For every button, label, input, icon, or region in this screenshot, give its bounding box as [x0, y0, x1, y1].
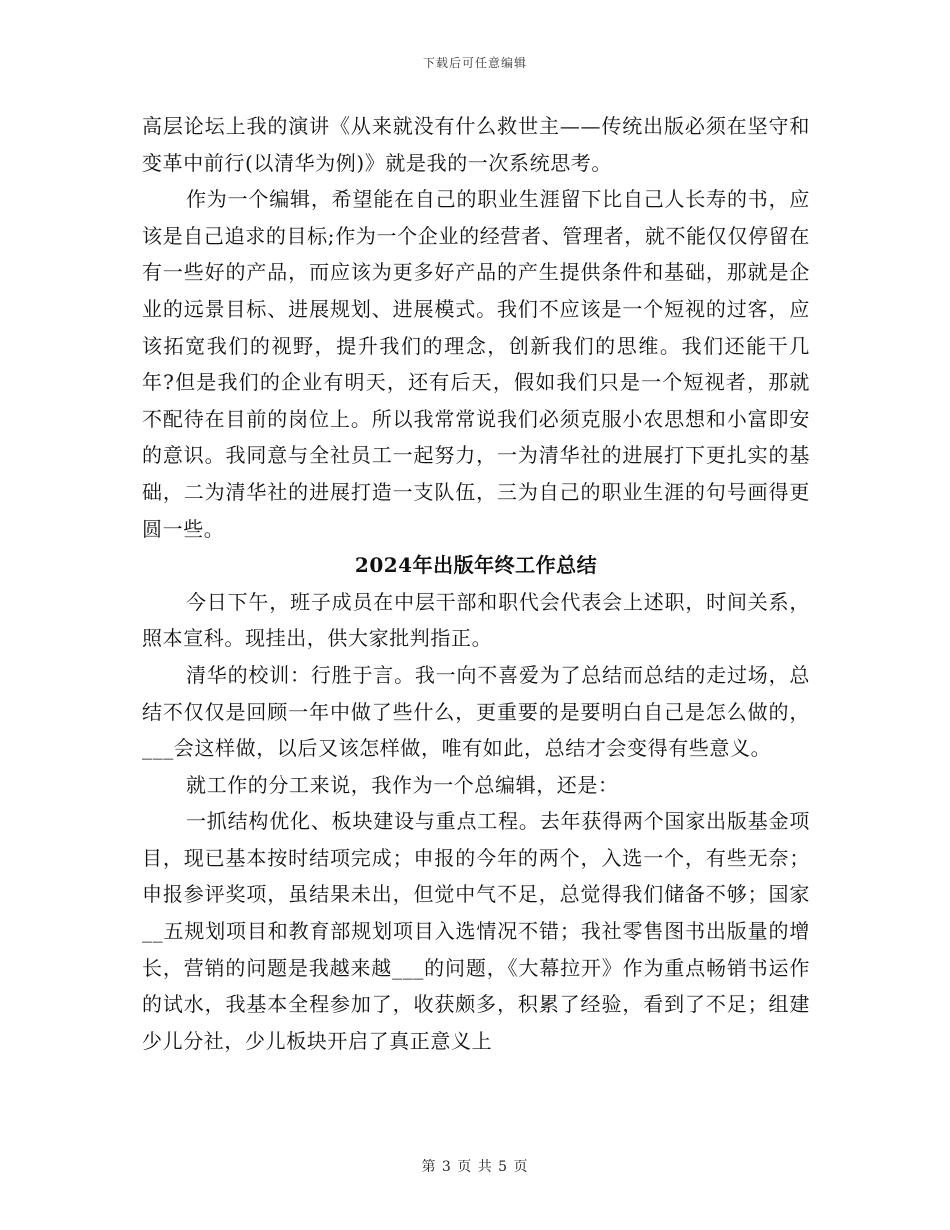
- page-footer: 第 3 页 共 5 页: [421, 1159, 529, 1175]
- paragraph-editor-goals: 作为一个编辑，希望能在自己的职业生涯留下比自己人长寿的书，应该是自己追求的目标;作为一个企业的经营者、管理者，就不能仅仅停留在有一些好的产品，而应该为更多好产品的产生提供条件和基础，那就是企业的远景目标、进展规划、进展模式。我们不应该是一个短视的过客，应该拓宽我们的视野，提升我们的理念，创新我们的思维。我们还能干几年?但是我们的企业有明天，还有后天，假如我们只是一个短视者，那就不配待在目前的岗位上。所以我常常说我们必须克服小农思想和小富即安的意识。我同意与全社员工一起努力，一为清华社的进展打下更扎实的基础，二为清华社的进展打造一支队伍，三为自己的职业生涯的句号画得更圆一些。: [142, 187, 811, 541]
- paragraph-role: 就工作的分工来说，我作为一个总编辑，还是：: [186, 772, 619, 797]
- document-body: [142, 108, 810, 1059]
- section-heading: 2024年出版年终工作总结: [354, 553, 598, 578]
- paragraph-intro: 今日下午，班子成员在中层干部和职代会代表会上述职，时间关系，照本宣科。现挂出，供大家批判指正。: [142, 589, 810, 651]
- paragraph-continuation: 高层论坛上我的演讲《从来就没有什么救世主——传统出版必须在坚守和变革中前行(以清华为例)》就是我的一次系统思考。: [142, 114, 810, 175]
- paragraph-motto: 清华的校训：行胜于言。我一向不喜爱为了总结而总结的走过场，总结不仅仅是回顾一年中做了些什么，更重要的是要明白自己是怎么做的，___会这样做，以后又该怎样做，唯有如此，总结才会变得有些意义。: [142, 662, 810, 761]
- page-header: 下载后可任意编辑: [422, 56, 527, 70]
- paragraph-structure: 一抓结构优化、板块建设与重点工程。去年获得两个国家出版基金项目，现已基本按时结项完成；申报的今年的两个，入选一个，有些无奈；申报参评奖项，虽结果未出，但觉中气不足，总觉得我们储备不够；国家__五规划项目和教育部规划项目入选情况不错；我社零售图书出版量的增长，营销的问题是我越来越___的问题，《大幕拉开》作为重点畅销书运作的试水，我基本全程参加了，收获颇多，积累了经验，看到了不足；组建少儿分社，少儿板块开启了真正意义上: [142, 809, 810, 1053]
